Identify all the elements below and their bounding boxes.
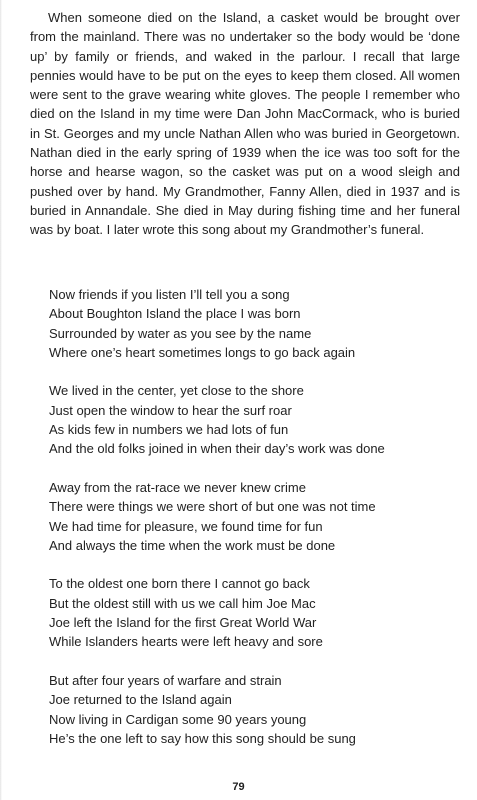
verse-line: Now living in Cardigan some 90 years young bbox=[49, 711, 307, 727]
verse-line: And always the time when the work must be done bbox=[49, 537, 336, 553]
stanza bbox=[49, 285, 459, 362]
verse-line: As kids few in numbers we had lots of fun bbox=[49, 422, 289, 438]
verse-line: But the oldest still with us we call him Joe Mac bbox=[49, 595, 316, 611]
stanza bbox=[49, 478, 459, 555]
stanza bbox=[49, 381, 459, 458]
verse-line: While Islanders hearts were left heavy and sore bbox=[49, 634, 323, 650]
verse-line: He’s the one left to say how this song should be sung bbox=[49, 730, 356, 746]
page-edge-shadow bbox=[0, 0, 2, 800]
stanza bbox=[49, 671, 459, 748]
verse-line: About Boughton Island the place I was born bbox=[49, 306, 301, 322]
verse-line: There were things we were short of but one was not time bbox=[49, 499, 376, 515]
verse-line: Joe left the Island for the first Great World War bbox=[49, 615, 317, 631]
page-number: 79 bbox=[232, 781, 245, 793]
song-lyrics bbox=[49, 285, 459, 767]
stanza bbox=[49, 574, 459, 651]
verse-line: We had time for pleasure, we found time for fun bbox=[49, 518, 323, 534]
verse-line: Joe returned to the Island again bbox=[49, 692, 232, 708]
verse-line: And the old folks joined in when their day’s work was done bbox=[49, 441, 385, 457]
body-paragraph: When someone died on the Island, a casket would be brought over from the mainland. There was no undertaker so the body would be ‘done up’ by family or friends, and waked in the parlour. I recall that large pennies would have to be put on the eyes to keep them closed. All women were sent to the grave wearing white gloves. The people I remember who died on the Island in my time were Dan John MacCormack, who is buried in St. Georges and my uncle Nathan Allen who was buried in Georgetown. Nathan died in the early spring of 1939 when the ice was too soft for the horse and hearse wagon, so the casket was put on a wood sleigh and pushed over by hand. My Grandmother, Fanny Allen, died in 1937 and is buried in Annandale. She died in May during fishing time and her funeral was by boat. I later wrote this song about my Grandmother’s funeral. bbox=[30, 10, 460, 238]
verse-line: We lived in the center, yet close to the shore bbox=[49, 383, 304, 399]
verse-line: Just open the window to hear the surf roar bbox=[49, 402, 292, 418]
verse-line: Away from the rat-race we never knew crime bbox=[49, 479, 306, 495]
verse-line: Now friends if you listen I’ll tell you a song bbox=[49, 287, 290, 302]
verse-line: Surrounded by water as you see by the name bbox=[49, 325, 312, 341]
verse-line: To the oldest one born there I cannot go back bbox=[49, 576, 310, 592]
verse-line: But after four years of warfare and strain bbox=[49, 672, 282, 688]
verse-line: Where one’s heart sometimes longs to go back again bbox=[49, 344, 356, 360]
